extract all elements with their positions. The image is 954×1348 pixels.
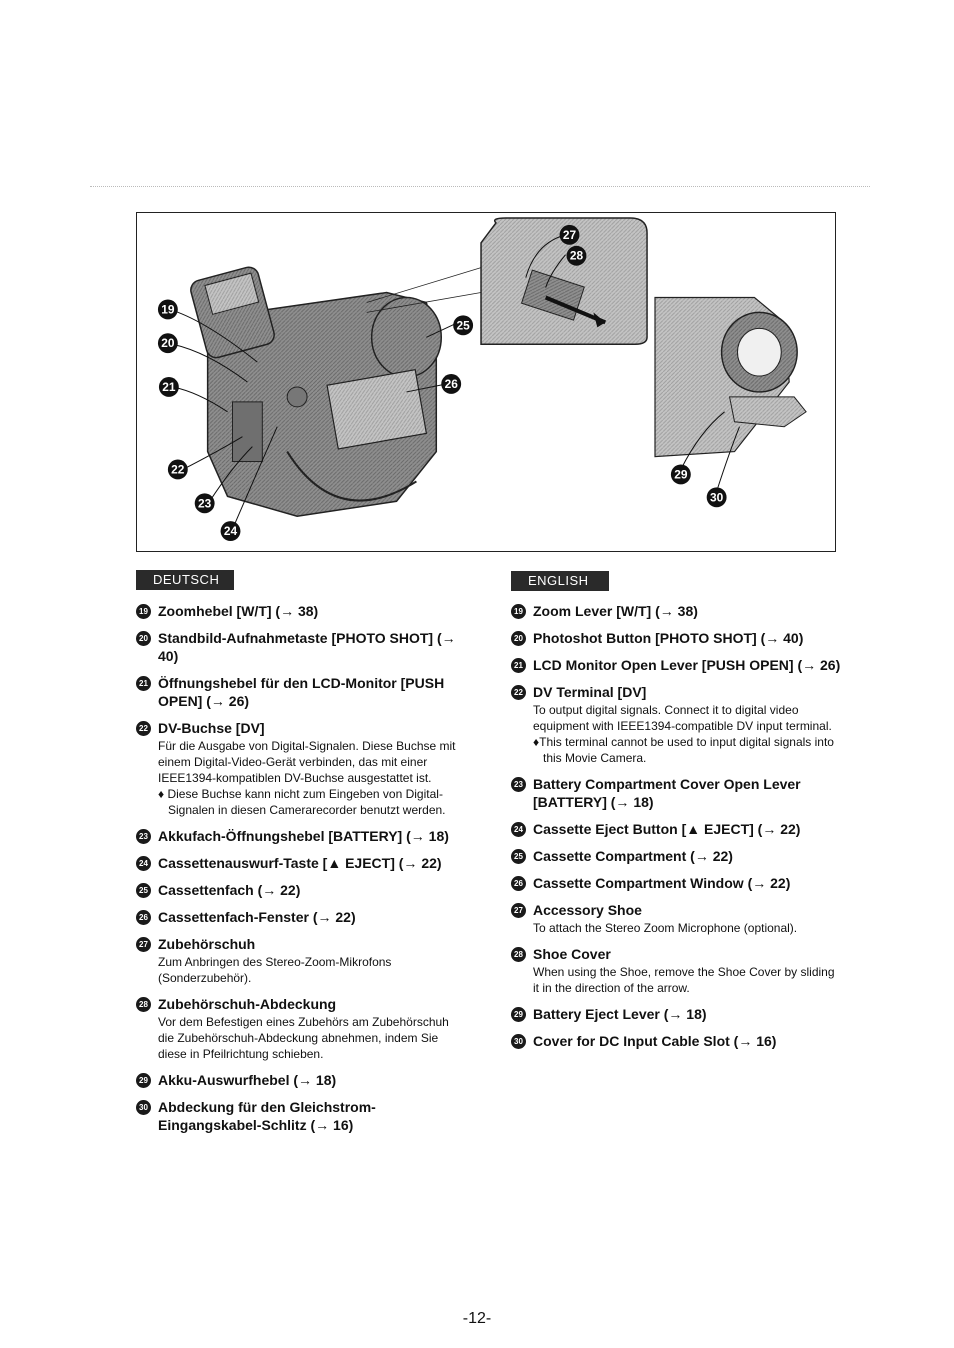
svg-text:29: 29 (674, 467, 688, 482)
item-title: Shoe Cover (533, 946, 611, 962)
item-title: Cassette Compartment (→ 22) (533, 848, 733, 864)
item-title: Zoomhebel [W/T] (→ 38) (158, 603, 319, 619)
item-number: 27 (136, 937, 151, 952)
item-title: Photoshot Button [PHOTO SHOT] (→ 40) (533, 630, 804, 646)
item-number: 30 (511, 1034, 526, 1049)
main-camera (189, 265, 442, 516)
deutsch-section-tag: DEUTSCH (136, 570, 234, 590)
callout-28 (567, 246, 587, 266)
list-item (511, 629, 841, 647)
item-title: Cassettenfach-Fenster (→ 22) (158, 909, 356, 925)
item-number: 21 (136, 676, 151, 691)
item-description: To output digital signals. Connect it to digital video equipment with IEEE1394-compatible DV input terminal. (533, 703, 832, 733)
list-item (511, 901, 841, 936)
item-number: 28 (511, 947, 526, 962)
list-item (136, 1071, 466, 1089)
callout-19 (158, 299, 178, 319)
item-note: ♦This terminal cannot be used to input digital signals into this Movie Camera. (533, 735, 834, 765)
item-description: When using the Shoe, remove the Shoe Cover by sliding it in the direction of the arrow. (533, 965, 835, 995)
list-item (511, 874, 841, 892)
svg-text:21: 21 (162, 379, 176, 394)
deutsch-parts-list (136, 602, 466, 1143)
item-title: Akku-Auswurfhebel (→ 18) (158, 1072, 337, 1088)
list-item (136, 719, 466, 818)
item-number: 21 (511, 658, 526, 673)
page-number: -12- (462, 1310, 492, 1327)
item-number: 24 (511, 822, 526, 837)
item-title: Cassette Compartment Window (→ 22) (533, 875, 791, 891)
item-number: 22 (136, 721, 151, 736)
svg-text:24: 24 (223, 524, 238, 539)
callout-20 (158, 333, 178, 353)
item-title: Standbild-Aufnahmetaste [PHOTO SHOT] (→ 40) (158, 630, 456, 664)
list-item (136, 602, 466, 620)
item-number: 27 (511, 903, 526, 918)
item-number: 19 (511, 604, 526, 619)
list-item (511, 847, 841, 865)
svg-text:20: 20 (161, 336, 175, 351)
callout-24 (221, 521, 241, 541)
top-rule (90, 186, 870, 187)
callout-27 (560, 225, 580, 245)
item-number: 23 (511, 777, 526, 792)
item-title: Öffnungshebel für den LCD-Monitor [PUSH OPEN] (→ 26) (158, 675, 445, 709)
list-item (511, 1032, 841, 1050)
svg-text:27: 27 (562, 227, 577, 242)
item-title: Cassettenauswurf-Taste [▲ EJECT] (→ 22) (158, 855, 442, 871)
item-title: DV-Buchse [DV] (158, 720, 265, 736)
item-title: Zoom Lever [W/T] (→ 38) (533, 603, 698, 619)
item-number: 29 (511, 1007, 526, 1022)
item-number: 24 (136, 856, 151, 871)
item-description: Für die Ausgabe von Digital-Signalen. Diese Buchse mit einem Digital-Video-Gerät verbinden, das mit einer IEEE1394-kompatiblen DV-Buchse ausgestattet ist. (158, 739, 456, 785)
callout-22 (168, 460, 188, 480)
item-number: 22 (511, 685, 526, 700)
list-item (136, 995, 466, 1062)
list-item (511, 656, 841, 674)
item-title: Battery Compartment Cover Open Lever [BATTERY] (→ 18) (533, 776, 801, 810)
callout-30 (707, 487, 727, 507)
list-item (136, 674, 466, 710)
camera-illustration (136, 212, 836, 552)
list-item (136, 881, 466, 899)
item-number: 26 (511, 876, 526, 891)
right-camera (655, 298, 806, 457)
english-section-tag: ENGLISH (511, 571, 609, 591)
item-number: 28 (136, 997, 151, 1012)
callout-29 (671, 465, 691, 485)
item-number: 20 (511, 631, 526, 646)
item-title: Cover for DC Input Cable Slot (→ 16) (533, 1033, 777, 1049)
list-item (511, 775, 841, 811)
callout-23 (195, 493, 215, 513)
item-number: 25 (511, 849, 526, 864)
item-number: 19 (136, 604, 151, 619)
english-parts-list (511, 602, 841, 1059)
item-title: Zubehörschuh (158, 936, 256, 952)
svg-text:26: 26 (444, 376, 458, 391)
item-number: 25 (136, 883, 151, 898)
item-description: To attach the Stereo Zoom Microphone (optional). (533, 921, 798, 935)
camera-diagram (137, 213, 835, 551)
svg-text:30: 30 (710, 490, 724, 505)
item-number: 20 (136, 631, 151, 646)
svg-text:23: 23 (198, 496, 212, 511)
item-title: Battery Eject Lever (→ 18) (533, 1006, 707, 1022)
list-item (511, 945, 841, 996)
item-title: Akkufach-Öffnungshebel [BATTERY] (→ 18) (158, 828, 449, 844)
list-item (136, 935, 466, 986)
list-item (136, 854, 466, 872)
item-title: Accessory Shoe (533, 902, 642, 918)
list-item (136, 1098, 466, 1134)
svg-text:22: 22 (171, 462, 185, 477)
list-item (511, 1005, 841, 1023)
callout-25 (453, 315, 473, 335)
svg-text:28: 28 (569, 248, 584, 263)
item-title: DV Terminal [DV] (533, 684, 647, 700)
svg-text:25: 25 (456, 318, 470, 333)
item-title: Cassettenfach (→ 22) (158, 882, 301, 898)
item-number: 23 (136, 829, 151, 844)
callout-21 (159, 377, 179, 397)
item-number: 26 (136, 910, 151, 925)
callout-26 (441, 374, 461, 394)
list-item (136, 908, 466, 926)
item-note: ♦ Diese Buchse kann nicht zum Eingeben von Digital-Signalen in diesen Camerarecorder benutzt werden. (158, 787, 446, 817)
item-title: Cassette Eject Button [▲ EJECT] (→ 22) (533, 821, 801, 837)
list-item (136, 629, 466, 665)
list-item (511, 683, 841, 766)
item-title: LCD Monitor Open Lever [PUSH OPEN] (→ 26) (533, 657, 841, 673)
svg-text:19: 19 (161, 302, 175, 317)
item-title: Abdeckung für den Gleichstrom-Eingangskabel-Schlitz (→ 16) (158, 1099, 376, 1133)
list-item (511, 820, 841, 838)
item-description: Zum Anbringen des Stereo-Zoom-Mikrofons (Sonderzubehör). (158, 955, 392, 985)
list-item (136, 827, 466, 845)
item-number: 30 (136, 1100, 151, 1115)
item-title: Zubehörschuh-Abdeckung (158, 996, 337, 1012)
item-description: Vor dem Befestigen eines Zubehörs am Zubehörschuh die Zubehörschuh-Abdeckung abnehmen, indem Sie diese in Pfeilrichtung schieben. (158, 1015, 449, 1061)
list-item (511, 602, 841, 620)
item-number: 29 (136, 1073, 151, 1088)
